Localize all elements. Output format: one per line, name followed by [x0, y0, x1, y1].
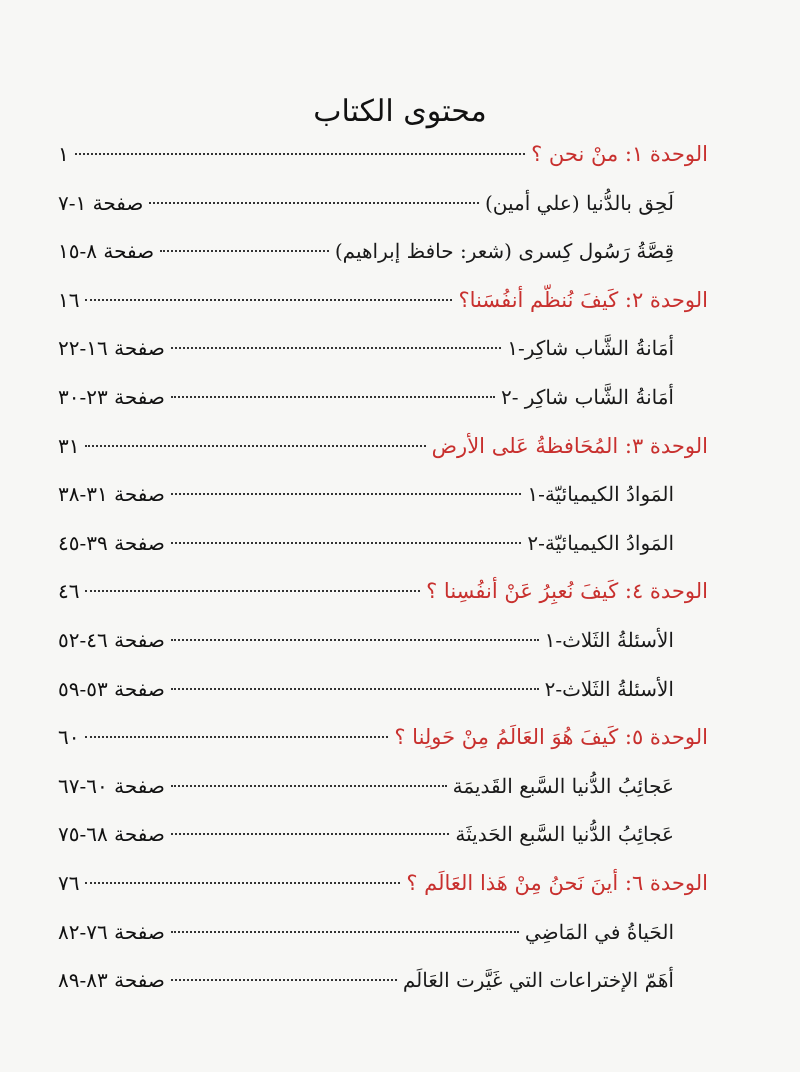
toc-unit-row — [58, 567, 708, 616]
toc-lesson-row — [58, 762, 708, 811]
lesson-title: أمَانةُ الشَّاب شاكِر-١ — [507, 336, 674, 361]
page-reference: ٤٦ — [58, 579, 80, 604]
page-reference: ٣١ — [58, 433, 80, 458]
lesson-title: الأسئلةُ الثَلاث-١ — [544, 627, 674, 652]
toc-lesson-row — [58, 179, 708, 228]
lesson-title: المَوادُ الكيميائيّة-١ — [527, 482, 674, 507]
toc-unit-row — [58, 713, 708, 762]
toc-lesson-row — [58, 616, 708, 665]
unit-title: الوحدة ٦: أينَ نَحنُ مِنْ هَذا العَالَم ؟ — [406, 870, 708, 895]
page-reference: صفحة ٧٦-٨٢ — [58, 919, 165, 944]
unit-title: الوحدة ٤: كَيفَ نُعبِرُ عَنْ أنفُسِنا ؟ — [426, 579, 708, 604]
dot-leader — [85, 445, 425, 447]
toc-lesson-row — [58, 373, 708, 422]
dot-leader — [171, 785, 447, 787]
lesson-title: قِصَّةُ رَسُول كِسرى (شعر: حافظ إبراهيم) — [334, 239, 674, 264]
page-reference: صفحة ١-٧ — [58, 190, 144, 215]
toc-lesson-row — [58, 227, 708, 276]
toc-unit-row — [58, 276, 708, 325]
lesson-title: أمَانةُ الشَّاب شاكِر -٢ — [500, 384, 674, 409]
toc-lesson-row — [58, 665, 708, 714]
toc-lesson-row — [58, 956, 708, 1005]
page-reference: صفحة ٨-١٥ — [58, 239, 155, 264]
dot-leader — [171, 493, 522, 495]
unit-title: الوحدة ٢: كَيفَ نُنظّم أنفُسَنا؟ — [458, 287, 708, 312]
dot-leader — [149, 202, 479, 204]
page-reference: صفحة ٣١-٣٨ — [58, 482, 165, 507]
unit-title: الوحدة ١: منْ نحن ؟ — [531, 142, 708, 166]
page-reference: ٦٠ — [58, 725, 80, 750]
table-of-contents — [58, 130, 708, 1005]
dot-leader — [171, 347, 501, 349]
dot-leader — [171, 542, 522, 544]
toc-lesson-row — [58, 810, 708, 859]
toc-lesson-row — [58, 908, 708, 957]
toc-lesson-row — [58, 324, 708, 373]
lesson-title: الحَياةُ في المَاضِي — [524, 919, 674, 944]
dot-leader — [85, 590, 420, 592]
toc-unit-row — [58, 422, 708, 471]
lesson-title: الأسئلةُ الثَلاث-٢ — [544, 676, 674, 701]
dot-leader — [75, 153, 525, 155]
page-reference: ١ — [58, 142, 69, 166]
unit-title: الوحدة ٣: المُحَافظةُ عَلى الأرض — [431, 433, 708, 458]
lesson-title: أهَمّ الإختراعات التي غَيَّرت العَالَم — [402, 968, 674, 993]
dot-leader — [171, 979, 397, 981]
toc-unit-row — [58, 130, 708, 179]
toc-unit-row — [58, 859, 708, 908]
toc-lesson-row — [58, 470, 708, 519]
page-reference: صفحة ٦٨-٧٥ — [58, 822, 165, 847]
page-reference: ١٦ — [58, 287, 80, 312]
lesson-title: عَجائِبُ الدُّنيا السَّبع الحَديثَة — [455, 822, 674, 847]
dot-leader — [171, 931, 519, 933]
lesson-title: المَوادُ الكيميائيّة-٢ — [527, 530, 674, 555]
page-reference: ٧٦ — [58, 870, 80, 895]
dot-leader — [171, 688, 539, 690]
page-reference: صفحة ٢٣-٣٠ — [58, 384, 165, 409]
lesson-title: عَجائِبُ الدُّنيا السَّبع القَديمَة — [452, 773, 674, 798]
page-reference: صفحة ١٦-٢٢ — [58, 336, 165, 361]
page-reference: صفحة ٣٩-٤٥ — [58, 530, 165, 555]
page-reference: صفحة ٥٣-٥٩ — [58, 676, 165, 701]
dot-leader — [171, 833, 450, 835]
dot-leader — [85, 882, 400, 884]
toc-lesson-row — [58, 519, 708, 568]
page-reference: صفحة ٨٣-٨٩ — [58, 968, 165, 993]
page-reference: صفحة ٤٦-٥٢ — [58, 627, 165, 652]
page-reference: صفحة ٦٠-٦٧ — [58, 773, 165, 798]
dot-leader — [85, 736, 388, 738]
dot-leader — [171, 396, 495, 398]
page-title: محتوى الكتاب — [313, 94, 487, 129]
dot-leader — [171, 639, 539, 641]
dot-leader — [160, 250, 329, 252]
dot-leader — [85, 299, 452, 301]
unit-title: الوحدة ٥: كَيفَ هُوَ العَالَمُ مِنْ حَولِنا ؟ — [394, 725, 708, 750]
lesson-title: لَحِق بالدُّنيا (علي أمين) — [484, 190, 674, 215]
